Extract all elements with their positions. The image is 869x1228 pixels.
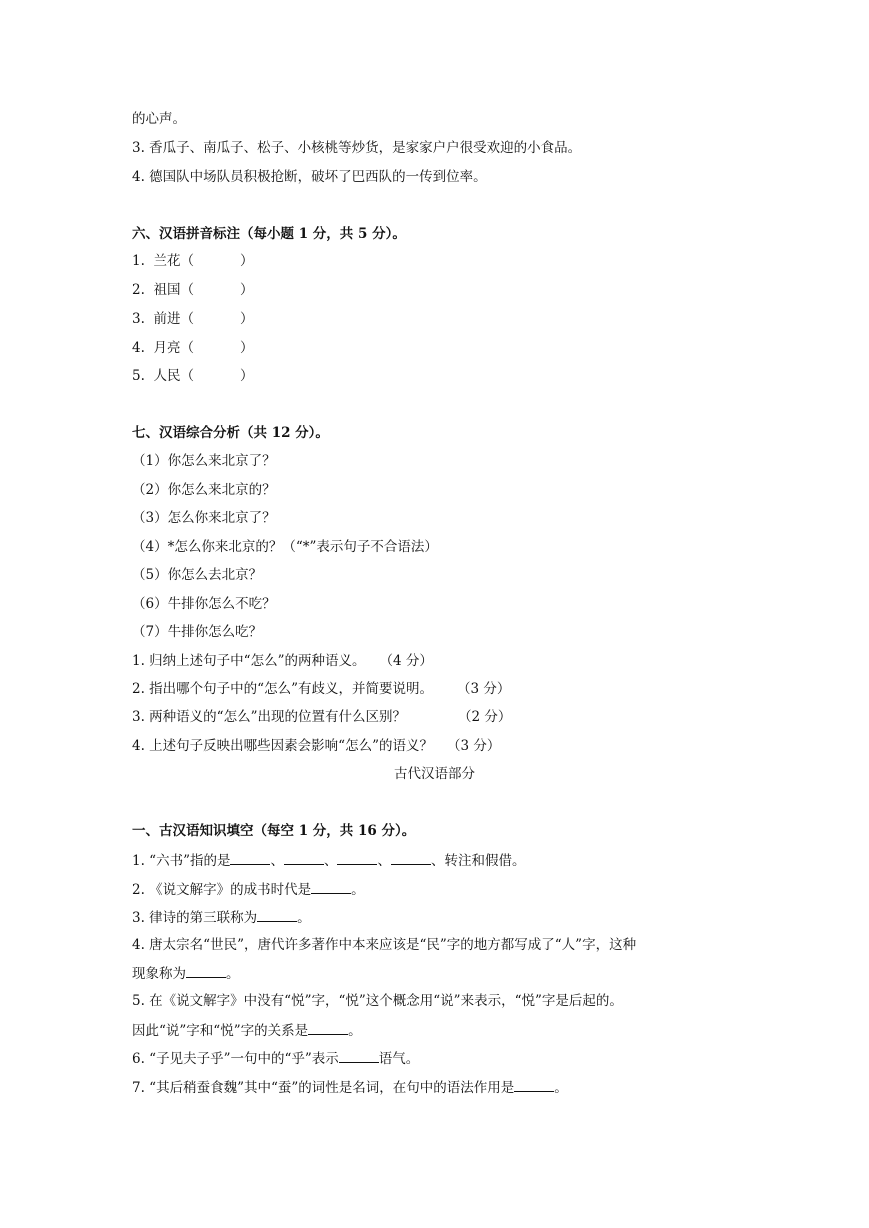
fill-question-2 (132, 880, 365, 899)
section6-heading: 六、汉语拼音标注（每小题 1 分，共 5 分）。 (132, 226, 406, 242)
pinyin-item-number: 3. (132, 311, 145, 327)
answer-blank[interactable] (230, 851, 270, 865)
fill-question-4-line2 (132, 964, 240, 983)
ancient-section1-heading: 一、古汉语知识填空（每空 1 分，共 16 分）。 (132, 823, 416, 839)
question-text: 1. “六书”指的是 (132, 853, 231, 869)
analysis-sentence: （5）你怎么去北京？ (132, 567, 263, 583)
fill-question-7 (132, 1078, 568, 1097)
section7-heading: 七、汉语综合分析（共 12 分）。 (132, 425, 329, 441)
pinyin-item-close: ） (239, 311, 254, 327)
pinyin-item-word: 月亮（ (153, 340, 194, 356)
question-score: （3 分） (456, 681, 511, 697)
question-text: 。 (348, 1023, 362, 1039)
question-text: 。 (351, 882, 365, 898)
analysis-question (132, 737, 500, 755)
pinyin-item-number: 4. (132, 340, 145, 356)
question-text: 2. 指出哪个句子中的“怎么”有歧义，并简要说明。 (132, 681, 433, 697)
fill-question-6 (132, 1049, 419, 1068)
pinyin-item-close: ） (239, 282, 254, 298)
analysis-sentence: （7）牛排你怎么吃？ (132, 624, 263, 640)
analysis-sentence: （4）*怎么你来北京的？（“*”表示句子不合语法） (132, 539, 438, 555)
answer-blank[interactable] (311, 880, 351, 894)
question-text: 4. 上述句子反映出哪些因素会影响“怎么”的语义？ (132, 738, 433, 754)
pinyin-item-close: ） (239, 368, 254, 384)
answer-blank[interactable] (308, 1021, 348, 1035)
section5-continuation: 的心声。 (132, 111, 186, 127)
question-score: （3 分） (446, 738, 501, 754)
question-text: 、转注和假借。 (430, 853, 526, 869)
pinyin-item (132, 252, 253, 270)
analysis-question (132, 652, 433, 670)
question-text: 3. 两种语义的“怎么”出现的位置有什么区别？ (132, 709, 406, 725)
answer-blank[interactable] (339, 1049, 379, 1063)
analysis-sentence: （2）你怎么来北京的？ (132, 482, 276, 498)
question-text: 6. “子见夫子乎”一句中的“乎”表示 (132, 1051, 339, 1067)
separator: 、 (323, 853, 338, 869)
pinyin-item-word: 祖国（ (153, 282, 194, 298)
pinyin-item (132, 367, 253, 385)
section5-item-3: 3. 香瓜子、南瓜子、松子、小核桃等炒货，是家家户户很受欢迎的小食品。 (132, 140, 582, 156)
question-text: 2. 《说文解字》的成书时代是 (132, 882, 312, 898)
answer-blank[interactable] (284, 851, 324, 865)
question-text: 。 (297, 910, 311, 926)
answer-blank[interactable] (257, 908, 297, 922)
pinyin-item-word: 人民（ (153, 368, 194, 384)
separator: 、 (270, 853, 284, 869)
fill-question-3 (132, 908, 311, 927)
pinyin-item-close: ） (239, 253, 254, 269)
question-text: 现象称为 (132, 966, 186, 982)
question-text: 3. 律诗的第三联称为 (132, 910, 258, 926)
question-score: （4 分） (379, 653, 433, 669)
pinyin-item-number: 5. (132, 368, 145, 384)
pinyin-item-word: 前进（ (153, 311, 194, 327)
question-score: （2 分） (457, 709, 512, 725)
question-text: 语气。 (378, 1051, 420, 1067)
analysis-sentence: （6）牛排你怎么不吃？ (132, 596, 276, 612)
question-text: 7. “其后稍蚕食魏”其中“蚕”的词性是名词，在句中的语法作用是 (132, 1080, 515, 1096)
question-text: 。 (226, 966, 240, 982)
answer-blank[interactable] (391, 851, 431, 865)
question-text: 。 (554, 1080, 568, 1096)
section5-item-4: 4. 德国队中场队员积极抢断，破坏了巴西队的一传到位率。 (132, 169, 487, 185)
fill-question-5-line1: 5. 在《说文解字》中没有“悦”字，“悦”这个概念用“说”来表示，“悦”字是后起的。 (132, 993, 623, 1009)
analysis-sentence: （3）怎么你来北京了？ (132, 510, 276, 526)
fill-question-5-line2 (132, 1021, 362, 1040)
answer-blank[interactable] (514, 1078, 554, 1092)
answer-blank[interactable] (186, 964, 226, 978)
pinyin-item (132, 339, 253, 357)
pinyin-item (132, 310, 253, 328)
part-title: 古代汉语部分 (394, 766, 475, 782)
fill-question-1 (132, 851, 525, 870)
question-text: 因此“说”字和“悦”字的关系是 (132, 1023, 309, 1039)
pinyin-item-number: 1. (132, 253, 145, 269)
pinyin-item-number: 2. (132, 282, 145, 298)
pinyin-item-close: ） (239, 340, 254, 356)
question-text: 1. 归纳上述句子中“怎么”的两种语义。 (132, 653, 366, 669)
pinyin-item-word: 兰花（ (153, 253, 194, 269)
fill-question-4-line1: 4. 唐太宗名“世民”，唐代许多著作中本来应该是“民”字的地方都写成了“人”字，这种 (132, 937, 637, 953)
pinyin-item (132, 281, 253, 299)
answer-blank[interactable] (337, 851, 377, 865)
analysis-sentence: （1）你怎么来北京了？ (132, 453, 276, 469)
separator: 、 (377, 853, 391, 869)
analysis-question (132, 680, 510, 698)
analysis-question (132, 708, 511, 726)
